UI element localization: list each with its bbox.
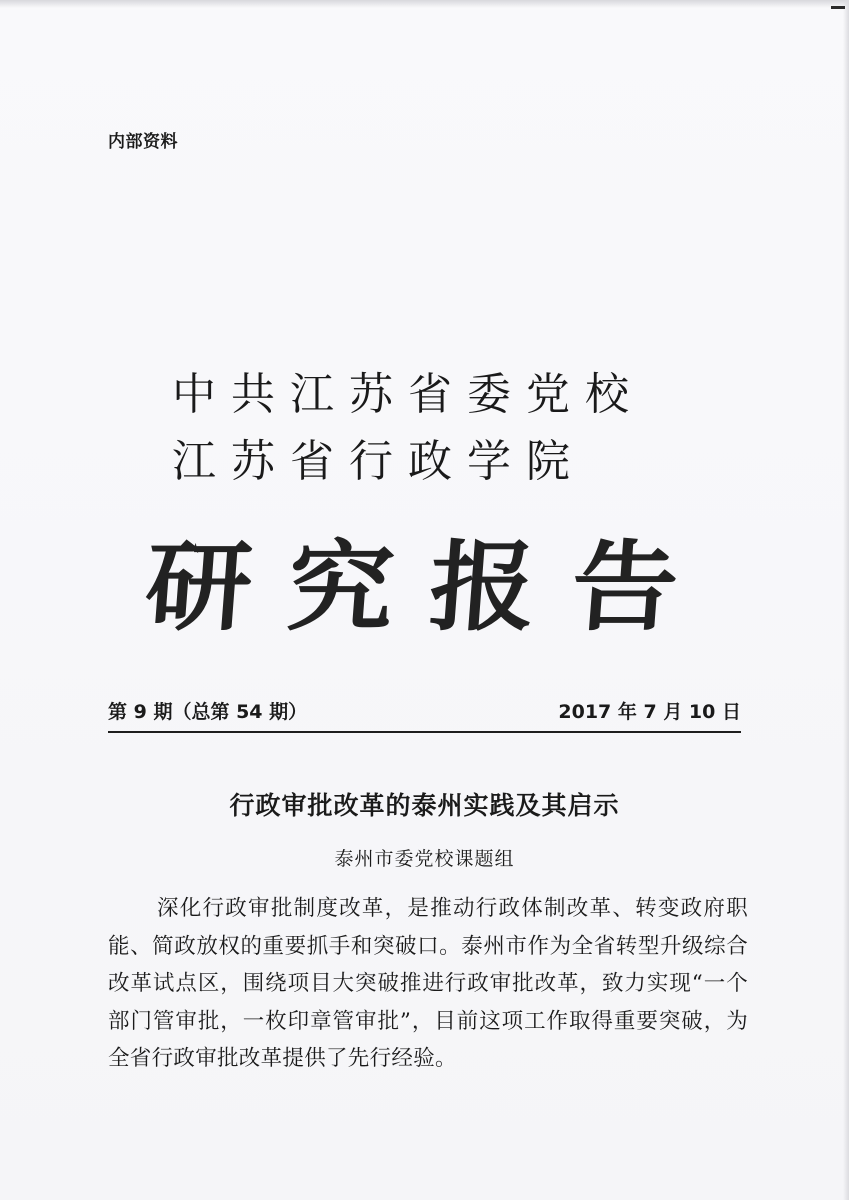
organization-name-line-2: 江苏省行政学院 bbox=[172, 436, 585, 487]
article-body bbox=[108, 890, 748, 1078]
article-title: 行政审批改革的泰州实践及其启示 bbox=[229, 791, 620, 820]
organization-name-line-1: 中共江苏省委党校 bbox=[172, 369, 644, 420]
internal-material-label: 内部资料 bbox=[108, 132, 178, 152]
issue-date: 2017 年 7 月 10 日 bbox=[558, 701, 741, 723]
scan-edge-top bbox=[0, 0, 849, 8]
report-title: 研究报告 bbox=[141, 529, 719, 645]
article-paragraph: 深化行政审批制度改革，是推动行政体制改革、转变政府职能、简政放权的重要抓手和突破口。泰州市作为全省转型升级综合改革试点区，围绕项目大突破推进行政审批改革，致力实现“一个部门管审批，一枚印章管审批”，目前这项工作取得重要突破，为全省行政审批改革提供了先行经验。 bbox=[108, 896, 748, 1071]
issue-number: 第 9 期（总第 54 期） bbox=[108, 701, 308, 723]
issue-row bbox=[108, 697, 741, 727]
header-divider bbox=[108, 731, 741, 733]
article-author: 泰州市委党校课题组 bbox=[334, 848, 515, 870]
scan-edge-right bbox=[843, 0, 849, 1200]
scan-corner-mark bbox=[831, 6, 845, 9]
